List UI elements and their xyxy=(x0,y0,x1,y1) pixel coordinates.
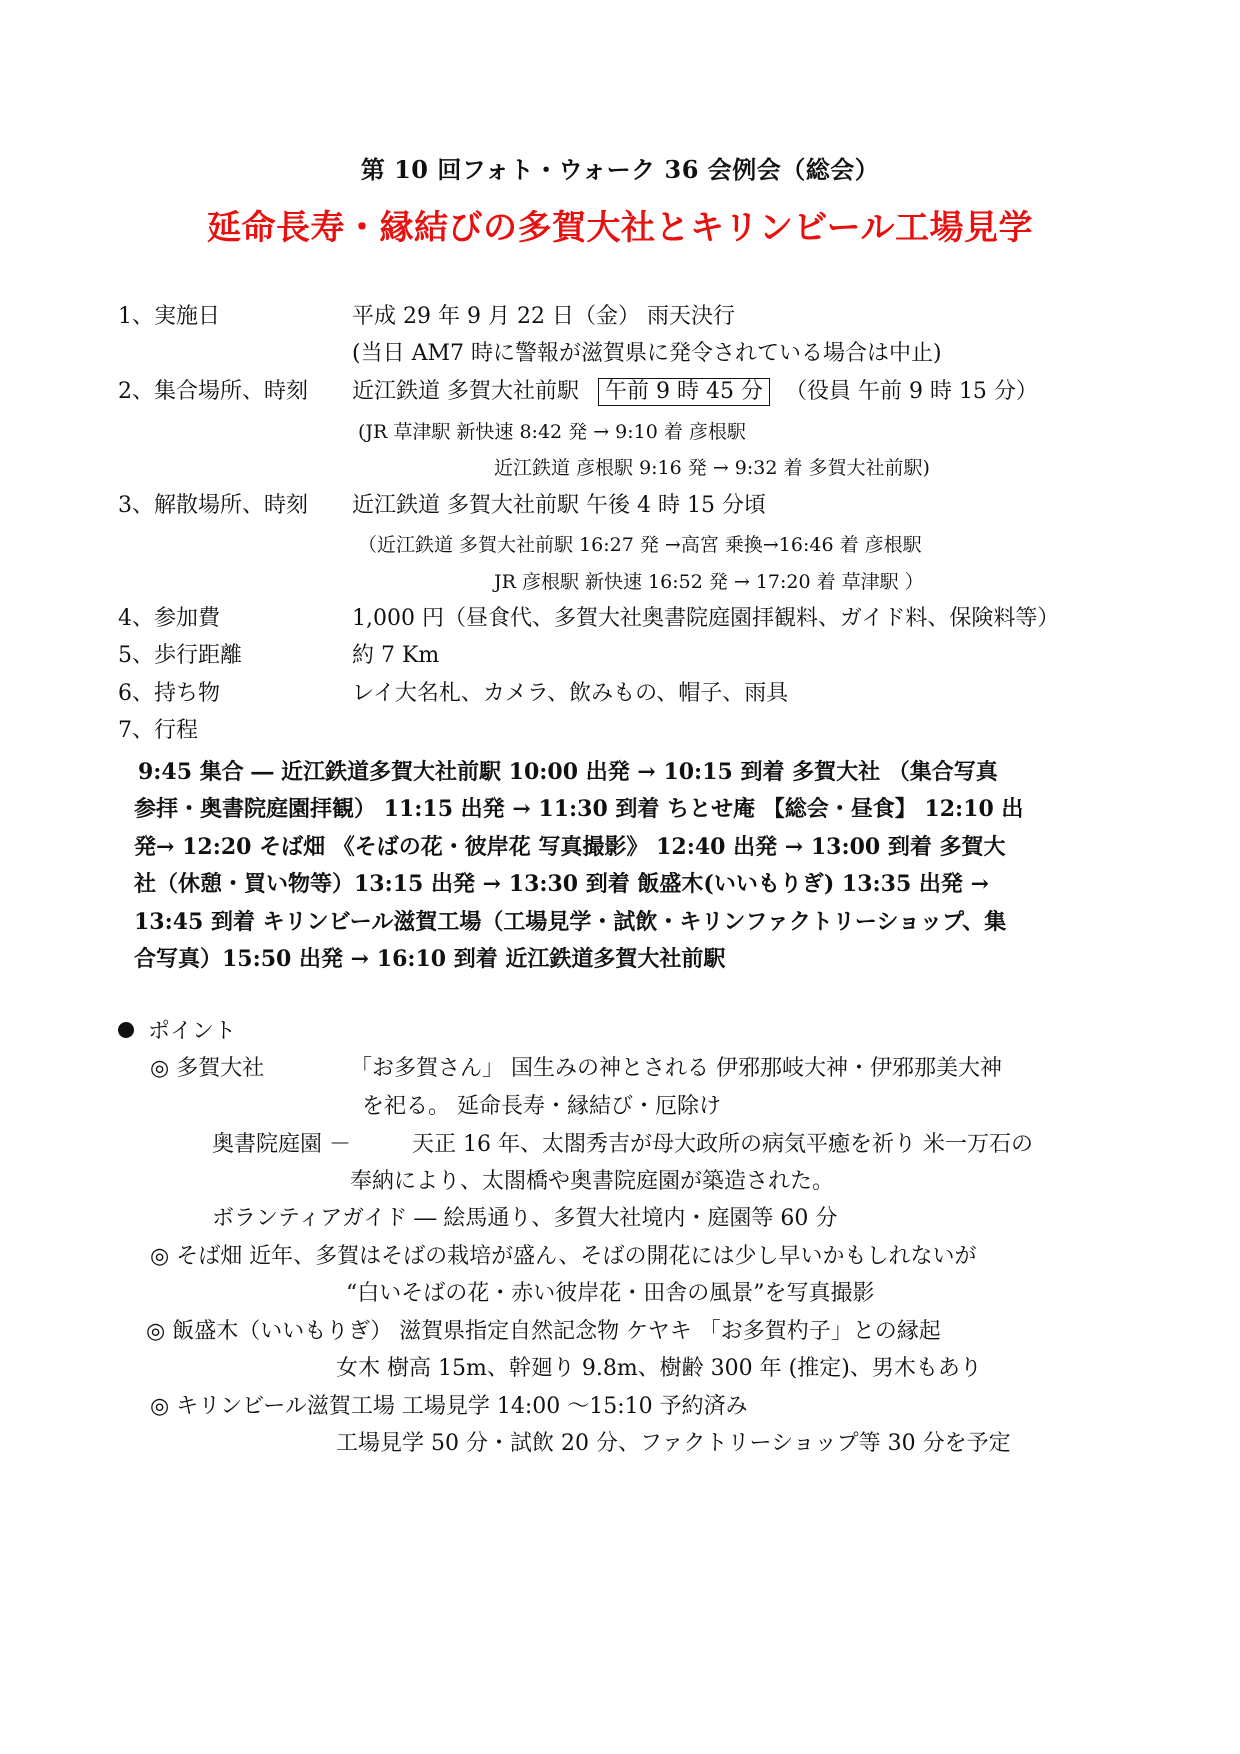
guide-line: ボランティアガイド ― 絵馬通り、多賀大社境内・庭園等 60 分 xyxy=(212,1206,838,1231)
garden-title: 奥書院庭園 － xyxy=(212,1132,351,1157)
iimori-line-2: 女木 樹高 15m、幹廻り 9.8m、樹齢 300 年 (推定)、男木もあり xyxy=(336,1356,982,1381)
iimori-line-1: ◎ 飯盛木（いいもりぎ） 滋賀県指定自然記念物 ケヤキ 「お多賀杓子」との縁起 xyxy=(146,1319,941,1344)
itinerary-line: 社（休憩・買い物等）13:15 出発 → 13:30 到着 飯盛木(いいもりぎ) 13:35 出発 → xyxy=(134,871,990,897)
meeting-route-2: 近江鉄道 彦根駅 9:16 発 → 9:32 着 多賀大社前駅) xyxy=(494,457,930,479)
meeting-route-1: (JR 草津駅 新快速 8:42 発 → 9:10 着 彦根駅 xyxy=(358,421,746,443)
staff-time: （役員 午前 9 時 15 分） xyxy=(784,379,1038,404)
distance-value: 約 7 Km xyxy=(352,643,440,668)
date-note: (当日 AM7 時に警報が滋賀県に発令されている場合は中止) xyxy=(352,341,942,366)
kirin-line-2: 工場見学 50 分・試飲 20 分、ファクトリーショップ等 30 分を予定 xyxy=(336,1431,1011,1456)
fee-value: 1,000 円（昼食代、多賀大社奥書院庭園拝観料、ガイド料、保険料等） xyxy=(352,606,1060,631)
dismissal-route-1: （近江鉄道 多賀大社前駅 16:27 発 →高宮 乗換→16:46 着 彦根駅 xyxy=(358,534,922,556)
dismissal-value: 近江鉄道 多賀大社前駅 午後 4 時 15 分頃 xyxy=(352,493,766,518)
taga-title: ◎ 多賀大社 xyxy=(150,1056,265,1081)
itinerary-line: 参拝・奥書院庭園拝観） 11:15 出発 → 11:30 到着 ちとせ庵 【総会・昼食】 12:10 出 xyxy=(134,796,1024,822)
itinerary-label: 7、行程 xyxy=(118,718,198,743)
meeting-label: 2、集合場所、時刻 xyxy=(118,379,308,404)
dismissal-label: 3、解散場所、時刻 xyxy=(118,493,308,518)
itinerary-line: 合写真）15:50 出発 → 16:10 到着 近江鉄道多賀大社前駅 xyxy=(134,946,726,972)
points-heading-text: ポイント xyxy=(148,1019,237,1044)
dismissal-route-2: JR 彦根駅 新快速 16:52 発 → 17:20 着 草津駅 ） xyxy=(494,571,924,593)
itinerary-line: 13:45 到着 キリンビール滋賀工場（工場見学・試飲・キリンファクトリーショップ、集 xyxy=(134,909,1007,935)
meeting-time-box: 午前 9 時 45 分 xyxy=(598,378,770,406)
garden-desc-1: 天正 16 年、太閤秀吉が母大政所の病気平癒を祈り 米一万石の xyxy=(412,1132,1033,1157)
bullet-icon xyxy=(118,1022,134,1038)
soba-line-1: ◎ そば畑 近年、多賀はそばの栽培が盛ん、そばの開花には少し早いかもしれないが xyxy=(150,1244,977,1269)
itinerary-line: 9:45 集合 ― 近江鉄道多賀大社前駅 10:00 出発 → 10:15 到着 多賀大社 （集合写真 xyxy=(138,759,998,785)
points-heading xyxy=(118,1017,236,1047)
itinerary-line: 発→ 12:20 そば畑 《そばの花・彼岸花 写真撮影》 12:40 出発 → 13:00 到着 多賀大 xyxy=(134,834,1006,860)
event-title: 延命長寿・縁結びの多賀大社とキリンビール工場見学 xyxy=(207,208,1033,248)
belongings-label: 6、持ち物 xyxy=(118,681,220,706)
distance-label: 5、歩行距離 xyxy=(118,643,242,668)
fee-label: 4、参加費 xyxy=(118,606,220,631)
taga-desc-1: 「お多賀さん」 国生みの神とされる 伊邪那岐大神・伊邪那美大神 xyxy=(350,1056,1002,1081)
garden-desc-2: 奉納により、太閤橋や奥書院庭園が築造された。 xyxy=(350,1169,835,1194)
belongings-value: レイ大名札、カメラ、飲みもの、帽子、雨具 xyxy=(352,681,789,706)
taga-desc-2: を祀る。 延命長寿・縁結び・厄除け xyxy=(362,1094,721,1119)
soba-line-2: “白いそばの花・赤い彼岸花・田舎の風景”を写真撮影 xyxy=(346,1281,875,1306)
date-label: 1、実施日 xyxy=(118,304,220,329)
kirin-line-1: ◎ キリンビール滋賀工場 工場見学 14:00 ～15:10 予約済み xyxy=(150,1394,748,1419)
event-subtitle: 第 10 回フォト・ウォーク 36 会例会（総会） xyxy=(360,155,880,184)
date-value: 平成 29 年 9 月 22 日（金） 雨天決行 xyxy=(352,304,735,329)
meeting-value xyxy=(352,377,1038,407)
meeting-place: 近江鉄道 多賀大社前駅 xyxy=(352,379,579,404)
